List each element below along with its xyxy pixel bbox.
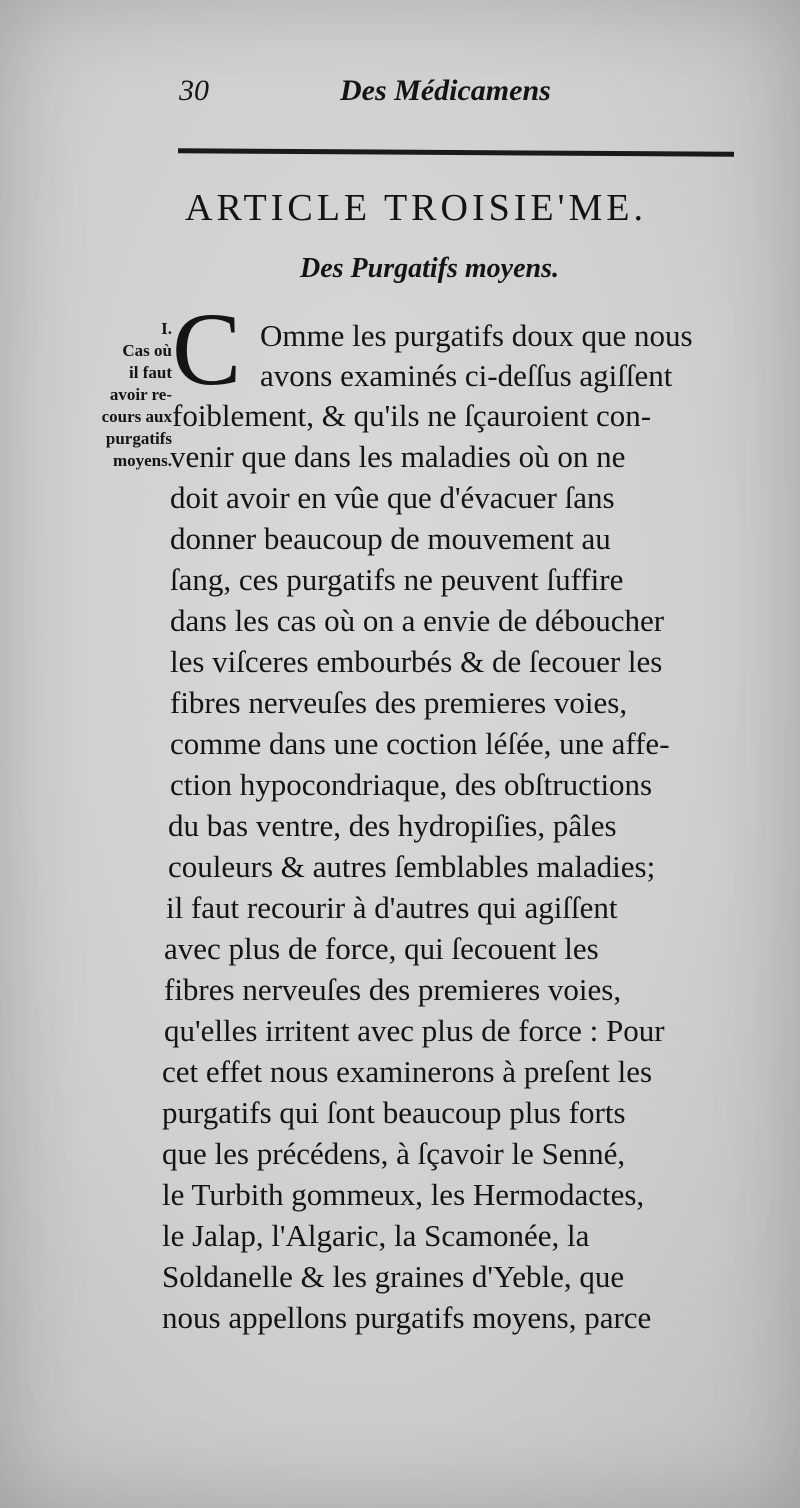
text-line: foiblement, & qu'ils ne ſçauroient con-: [172, 398, 652, 433]
running-title: Des Médicamens: [340, 74, 551, 107]
margin-note-number: I.: [161, 319, 172, 338]
text-line: que les précédens, à ſçavoir le Senné,: [162, 1136, 626, 1171]
text-line: nous appellons purgatifs moyens, parce: [162, 1300, 652, 1335]
text-line: du bas ventre, des hydropiſies, pâles: [168, 808, 617, 843]
margin-note-line: avoir re-: [109, 385, 172, 404]
text-line: dans les cas où on a envie de déboucher: [170, 603, 665, 638]
text-line: Omme les purgatifs doux que nous: [260, 318, 693, 353]
text-line: les viſceres embourbés & de ſecouer les: [170, 644, 663, 679]
running-head: [175, 70, 735, 114]
text-line: Soldanelle & les graines d'Yeble, que: [162, 1259, 625, 1294]
page-number: 30: [179, 74, 209, 107]
text-line: comme dans une coction léſée, une affe-: [170, 726, 670, 761]
text-line: il faut recourir à d'autres qui agiſſent: [166, 890, 618, 925]
text-line: purgatifs qui ſont beaucoup plus forts: [162, 1095, 626, 1130]
text-line: donner beaucoup de mouvement au: [170, 521, 611, 556]
drop-cap: C: [172, 292, 242, 407]
margin-note: [64, 318, 172, 472]
section-subtitle: Des Purgatifs moyens.: [300, 253, 559, 284]
text-line: fibres nerveuſes des premieres voies,: [164, 972, 622, 1007]
margin-note-line: purgatifs: [105, 429, 172, 448]
text-line: cet effet nous examinerons à preſent les: [162, 1054, 653, 1089]
text-line: avons examinés ci-deſſus agiſſent: [260, 358, 673, 393]
text-line: qu'elles irritent avec plus de force : Pour: [164, 1013, 665, 1048]
text-line: venir que dans les maladies où on ne: [170, 439, 626, 474]
text-line: doit avoir en vûe que d'évacuer ſans: [170, 480, 615, 515]
text-line: le Jalap, l'Algaric, la Scamonée, la: [162, 1218, 590, 1253]
text-line: ction hypocondriaque, des obſtructions: [170, 767, 653, 802]
text-line: avec plus de force, qui ſecouent les: [164, 931, 599, 966]
margin-note-line: moyens.: [112, 451, 172, 470]
header-rule: [178, 148, 734, 156]
text-line: ſang, ces purgatifs ne peuvent ſuffire: [170, 562, 624, 597]
text-line: couleurs & autres ſemblables maladies;: [168, 849, 656, 884]
text-line: fibres nerveuſes des premieres voies,: [170, 685, 628, 720]
article-heading: ARTICLE TROISIE'ME.: [185, 187, 647, 229]
margin-note-line: Cas où: [122, 341, 172, 360]
text-line: le Turbith gommeux, les Hermodactes,: [162, 1177, 645, 1212]
margin-note-line: il faut: [129, 363, 172, 382]
margin-note-line: cours aux: [101, 407, 172, 426]
